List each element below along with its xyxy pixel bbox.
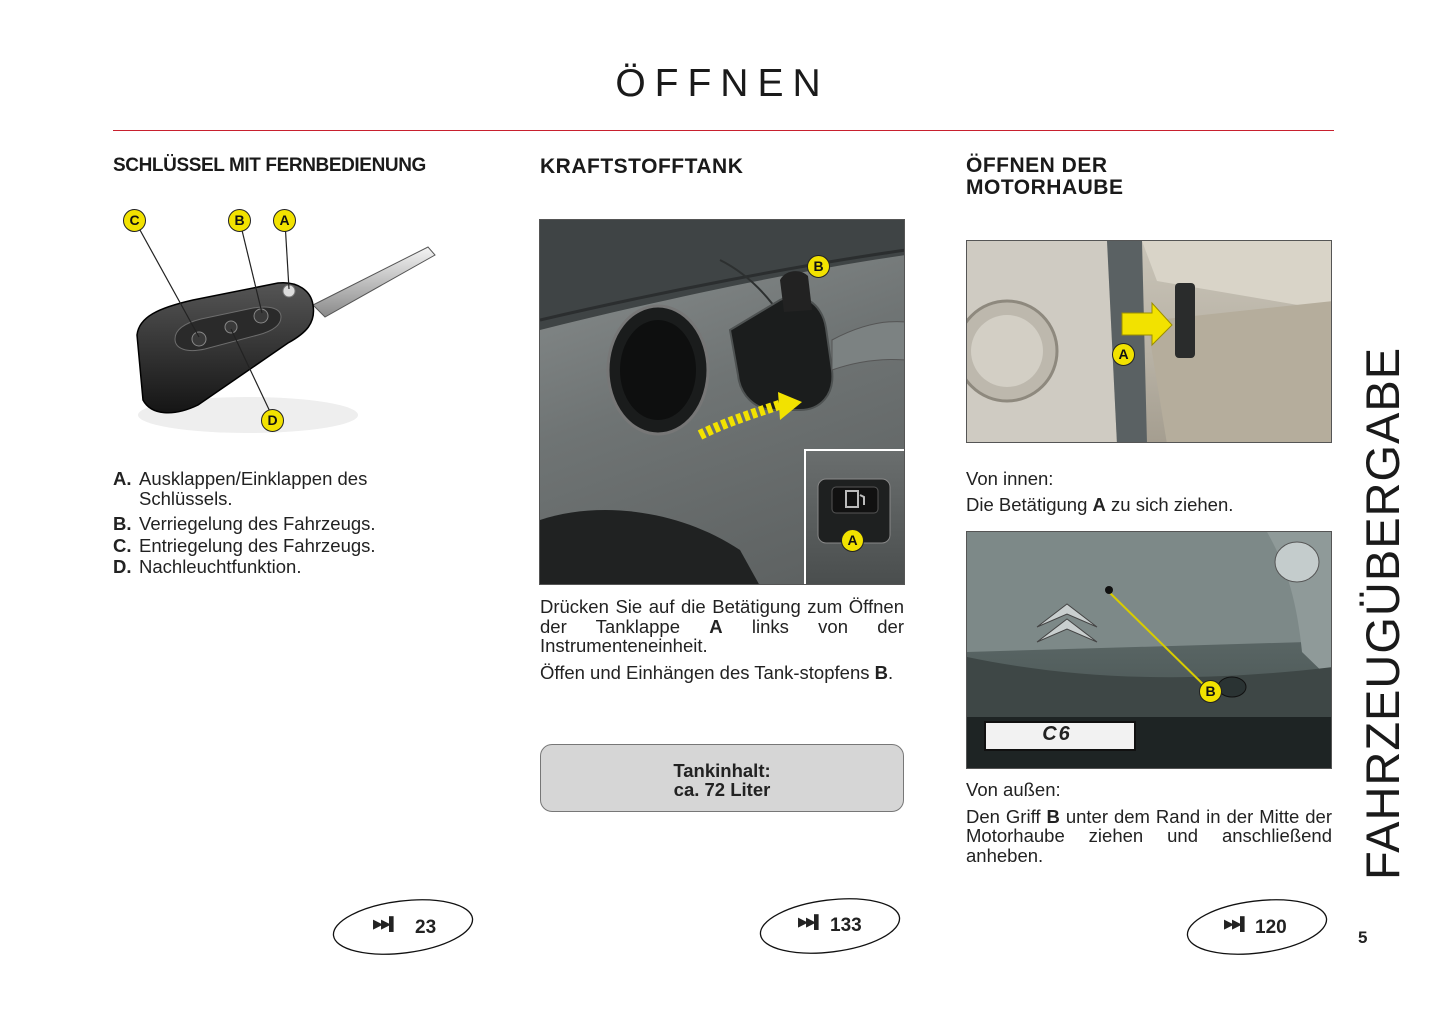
callout-a: A: [841, 529, 864, 552]
tank-capacity-value: ca. 72 Liter: [673, 779, 771, 800]
page-number: 5: [1358, 928, 1368, 947]
reference-page: 23: [415, 917, 437, 938]
reference-oval: [331, 897, 477, 957]
list-key: C.: [113, 534, 132, 556]
bonnet-heading: [966, 155, 1123, 199]
tank-capacity-label: Tankinhalt:: [673, 760, 771, 781]
license-plate-text: C6: [1042, 723, 1072, 745]
callout-b: B: [807, 255, 830, 278]
list-key: B.: [113, 513, 132, 534]
fuel-instructions: [540, 597, 904, 682]
callout-d: D: [261, 409, 284, 432]
page-title: ÖFFNEN: [615, 62, 830, 105]
fuel-paragraph-1: Drücken Sie auf die Betätigung zum Öffnen der Tanklappe A links von der Instrumenteneinheit.: [540, 596, 904, 656]
page-reference-120[interactable]: [1185, 897, 1331, 951]
outside-text: Den Griff B unter dem Rand in der Mitte der Motorhaube ziehen und anschließend anheben.: [966, 805, 1332, 866]
callout-a: A: [1112, 343, 1135, 366]
list-item: [113, 536, 458, 556]
door-interior-drawing: [967, 241, 1332, 443]
list-text: Ausklappen/Einklappen des Schlüssels.: [139, 468, 368, 509]
fuel-button-inset: [804, 449, 905, 585]
page-reference-23[interactable]: [331, 897, 477, 951]
list-item: [113, 514, 458, 534]
callout-c: C: [123, 209, 146, 232]
callout-a: A: [273, 209, 296, 232]
bonnet-heading-line-1: ÖFFNEN DER: [966, 154, 1108, 177]
tank-capacity-box: [540, 744, 904, 812]
key-fob-drawing: [113, 205, 463, 440]
list-key: A.: [113, 468, 132, 489]
fast-forward-icon: ▶▶▌: [373, 916, 397, 931]
bonnet-release-inside-photo: [966, 240, 1332, 443]
callout-b: B: [1199, 680, 1222, 703]
outside-label: Von außen:: [966, 779, 1061, 800]
reference-page: 133: [830, 915, 862, 936]
fast-forward-icon: ▶▶▌: [798, 914, 822, 929]
section-side-tab-text: FAHRZEUGÜBERGABE: [1356, 346, 1409, 880]
list-text: Entriegelung des Fahrzeugs.: [139, 534, 376, 556]
list-item: [113, 469, 458, 508]
key-function-list: [113, 469, 458, 577]
fuel-filler-photo: [539, 219, 905, 585]
list-item: [113, 557, 458, 577]
fuel-button-drawing: [806, 451, 905, 585]
fuel-tank-heading: KRAFTSTOFFTANK: [540, 155, 744, 178]
list-key: D.: [113, 556, 132, 577]
reference-page: 120: [1255, 917, 1287, 938]
list-text: Verriegelung des Fahrzeugs.: [139, 513, 376, 534]
inside-instructions: [966, 469, 1332, 514]
key-heading: SCHLÜSSEL MIT FERNBEDIENUNG: [113, 155, 426, 176]
fast-forward-icon: ▶▶▌: [1224, 916, 1248, 931]
callout-b: B: [228, 209, 251, 232]
bonnet-heading-line-2: MOTORHAUBE: [966, 176, 1124, 199]
inside-label: Von innen:: [966, 468, 1054, 489]
key-fob-illustration: [113, 205, 463, 440]
title-rule: [113, 130, 1334, 131]
car-front-drawing: [967, 532, 1332, 769]
bonnet-release-outside-photo: [966, 531, 1332, 769]
outside-instructions: [966, 780, 1332, 865]
list-text: Nachleuchtfunktion.: [139, 556, 302, 577]
fuel-paragraph-2: Öffen und Einhängen des Tank-stopfens B.: [540, 661, 894, 683]
page-reference-133[interactable]: [758, 896, 904, 950]
inside-text: Die Betätigung A zu sich ziehen.: [966, 493, 1234, 515]
